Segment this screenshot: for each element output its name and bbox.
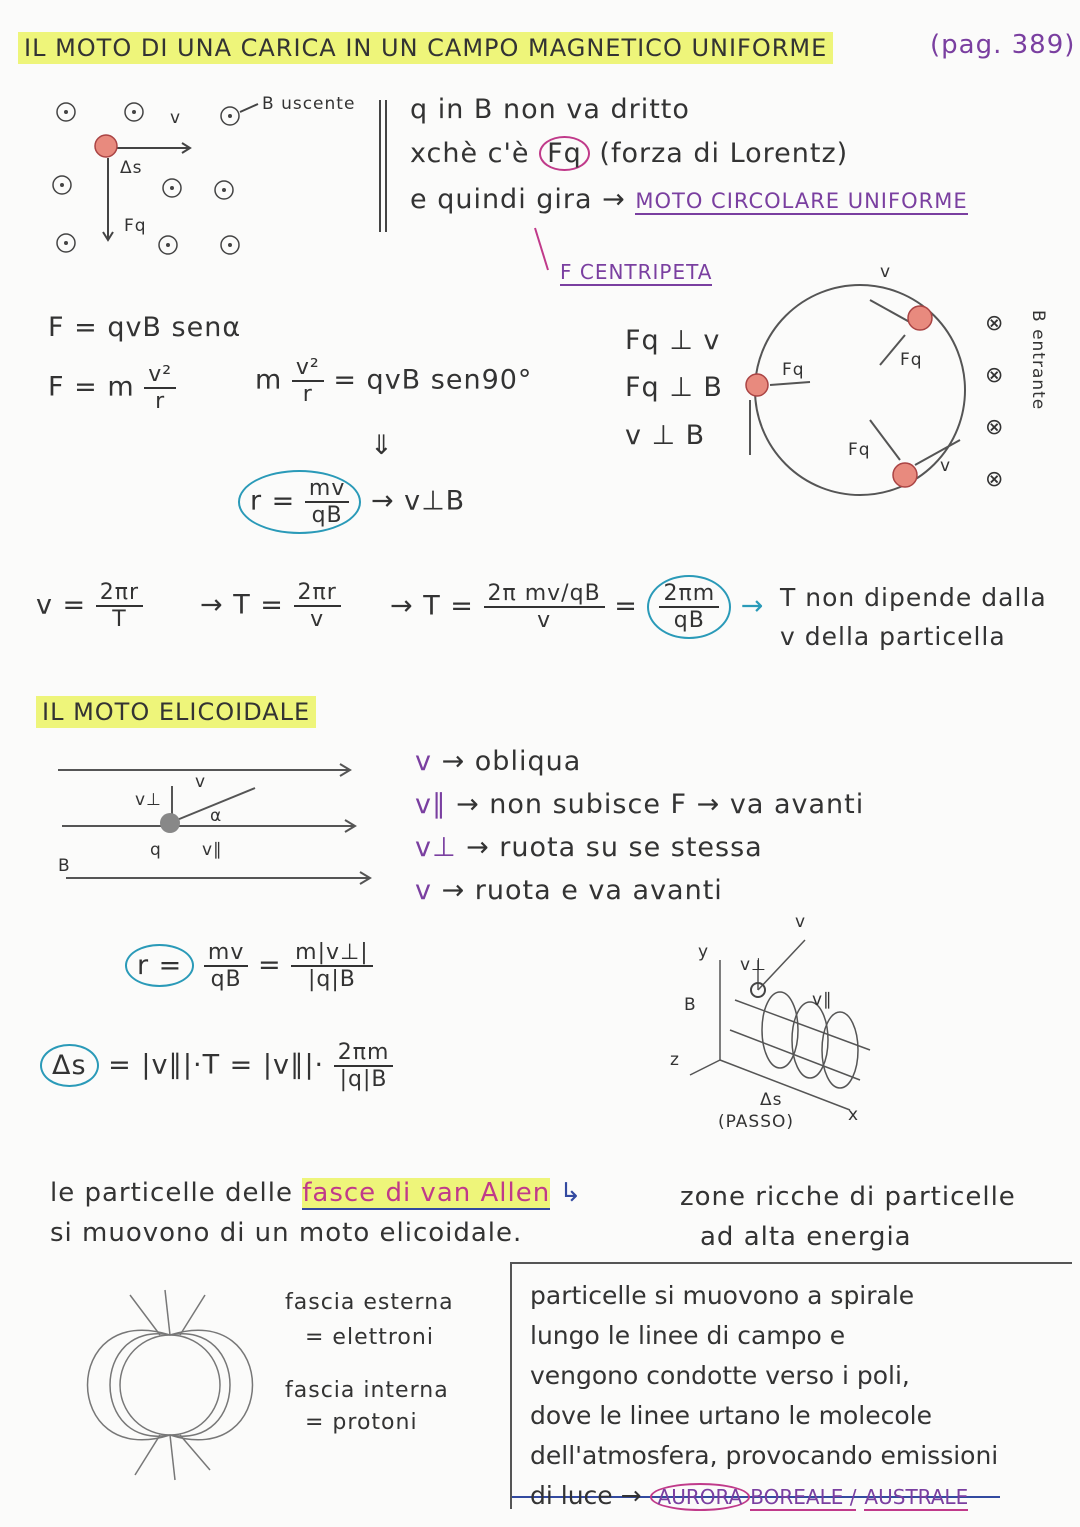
d3-b: B (684, 995, 697, 1015)
v-den: T (112, 607, 127, 632)
van-allen-side-1: zone ricche di particelle (680, 1182, 1016, 1212)
period-note-1: T non dipende dalla (780, 583, 1047, 612)
f3-den: r (302, 382, 313, 407)
t3-den: qB (673, 608, 705, 633)
t-den: v (310, 607, 325, 632)
d3-z: z (670, 1050, 680, 1070)
v-eq: v = (36, 589, 87, 621)
va-l1a: le particelle delle (50, 1178, 293, 1208)
h-vperp: v⊥ (135, 790, 162, 810)
box-line-last (512, 1476, 1072, 1517)
helical-item (415, 869, 864, 912)
intro-line-2a: xchè c'è (410, 138, 530, 169)
b-in-symbols (985, 298, 1007, 506)
r-right: → v⊥B (370, 485, 466, 517)
f2-den: r (155, 389, 166, 414)
t2-den: v (537, 608, 552, 633)
ds-mid: = |v∥|·T = |v∥|· (108, 1049, 325, 1081)
formula-period-2 (390, 575, 764, 639)
page-reference: (pag. 389) (930, 30, 1076, 60)
hr-num: mv (204, 940, 248, 967)
van-allen-line-2: si muovono di un moto elicoidale. (50, 1218, 523, 1248)
hr-eq2: = (257, 949, 282, 981)
ds-den: |q|B (339, 1067, 388, 1092)
page-title (18, 32, 833, 64)
item-sym: v (415, 875, 432, 906)
ds-num: 2πm (334, 1040, 394, 1067)
hr-left: r = (125, 944, 194, 987)
inner-belt-1: fascia interna (285, 1378, 449, 1403)
hr-den: qB (210, 967, 242, 992)
helical-item (415, 783, 864, 826)
t3-num: 2πm (659, 581, 719, 608)
perp-1: Fq ⊥ v (625, 325, 721, 356)
inner-belt-2: = protoni (305, 1410, 418, 1435)
f2-left: F = m (48, 371, 135, 403)
intro-line-2b: (forza di Lorentz) (599, 138, 849, 169)
circle-fq-3: Fq (848, 440, 871, 460)
d3-y: y (698, 942, 710, 962)
ds-left: Δs (40, 1044, 99, 1087)
hr2-den: |q|B (307, 967, 356, 992)
h-q: q (150, 840, 162, 860)
d3-ds: Δs (760, 1090, 783, 1110)
d3-vpar: v∥ (812, 990, 833, 1010)
box-line: dell'atmosfera, provocando emissioni (530, 1441, 999, 1470)
circle-fq-1: Fq (782, 360, 805, 380)
circle-v-2: v (940, 456, 952, 476)
t-eq: → T = (200, 589, 284, 621)
d3-passo: (PASSO) (718, 1112, 795, 1132)
h-v: v (195, 772, 207, 792)
arrow: → (740, 590, 765, 622)
t2-num: 2π mv/qB (484, 581, 605, 608)
down-arrow: ⇓ (370, 430, 394, 461)
aurora-circled: AURORA (650, 1483, 751, 1511)
t2-eq: → T = (390, 590, 474, 622)
intro-line-3a: e quindi gira → (410, 184, 626, 215)
cross-icon: ⊗ (985, 311, 1005, 336)
cross-icon: ⊗ (985, 415, 1005, 440)
helical-list (415, 740, 864, 912)
box-line: lungo le linee di campo e (530, 1321, 846, 1350)
r-left: r = (250, 485, 296, 517)
h-vpar: v∥ (202, 840, 223, 860)
v-num: 2πr (96, 580, 143, 607)
formula-centripetal (48, 362, 176, 414)
fq-circled: Fq (539, 136, 590, 171)
helical-radius (125, 940, 373, 992)
item-text: → non subisce F → va avanti (456, 789, 865, 820)
perp-3: v ⊥ B (625, 420, 706, 451)
circle-fq-2: Fq (900, 350, 923, 370)
helical-title: IL MOTO ELICOIDALE (36, 696, 316, 728)
b-in-label: B entrante (1028, 310, 1048, 411)
uniform-circular-motion: MOTO CIRCOLARE UNIFORME (635, 189, 968, 213)
title-text: IL MOTO DI UNA CARICA IN UN CAMPO MAGNETICO UNIFORME (24, 34, 828, 62)
item-sym: v∥ (415, 789, 447, 820)
d3-v: v (795, 912, 807, 932)
perp-2: Fq ⊥ B (625, 372, 723, 403)
intro-line-3 (410, 184, 968, 215)
aurora-explanation-box (510, 1262, 1072, 1509)
period-note-2: v della particella (780, 622, 1006, 651)
formula-period (200, 580, 341, 632)
box-line: vengono condotte verso i poli, (530, 1361, 910, 1390)
item-text: → ruota su se stessa (466, 832, 763, 863)
box-line: particelle si muovono a spirale (530, 1281, 915, 1310)
cross-icon: ⊗ (985, 363, 1005, 388)
helical-item (415, 826, 864, 869)
australe: AUSTRALE (864, 1485, 969, 1509)
f3-num: v² (292, 355, 324, 382)
van-allen-side-2: ad alta energia (700, 1222, 912, 1252)
d3-vperp: v⊥ (740, 955, 767, 975)
t-num: 2πr (294, 580, 341, 607)
formula-lorentz: F = qvB senα (48, 312, 242, 343)
formula-radius (238, 470, 465, 534)
t3-eq: = (614, 590, 638, 622)
intro-line-2 (410, 138, 848, 169)
fq-label: Fq (124, 216, 147, 236)
van-allen-line-1 (50, 1178, 582, 1208)
cross-icon: ⊗ (985, 467, 1005, 492)
outer-belt-2: = elettroni (305, 1325, 434, 1350)
boreale: BOREALE / (750, 1485, 857, 1509)
b-out-label: B uscente (262, 94, 356, 114)
van-allen-highlight: fasce di van Allen (302, 1178, 551, 1208)
intro-line-1: q in B non va dritto (410, 94, 690, 125)
ds-label: Δs (120, 158, 143, 178)
f2-num: v² (144, 362, 176, 389)
box-line: dove le linee urtano le molecole (530, 1401, 932, 1430)
item-text: → obliqua (441, 746, 582, 777)
f3-left: m (255, 364, 283, 396)
v-label: v (170, 108, 182, 128)
centripetal-force: F CENTRIPETA (560, 260, 713, 284)
formula-equality (255, 355, 532, 407)
hook-arrow-icon: ↳ (559, 1178, 583, 1208)
f3-right: = qvB sen90° (333, 364, 533, 396)
item-text: → ruota e va avanti (441, 875, 723, 906)
box-last-a: di luce → (530, 1481, 642, 1510)
helical-item (415, 740, 864, 783)
item-sym: v⊥ (415, 832, 457, 863)
h-b: B (58, 856, 71, 876)
d3-x: x (848, 1105, 860, 1125)
h-alpha: α (210, 806, 223, 826)
hr2-num: m|v⊥| (291, 940, 372, 967)
circle-v-1: v (880, 262, 892, 282)
outer-belt-1: fascia esterna (285, 1290, 454, 1315)
r-den: qB (311, 503, 343, 528)
formula-velocity (36, 580, 143, 632)
helical-pitch (40, 1040, 393, 1092)
charge-dot (95, 135, 117, 157)
item-sym: v (415, 746, 432, 777)
r-num: mv (305, 476, 349, 503)
